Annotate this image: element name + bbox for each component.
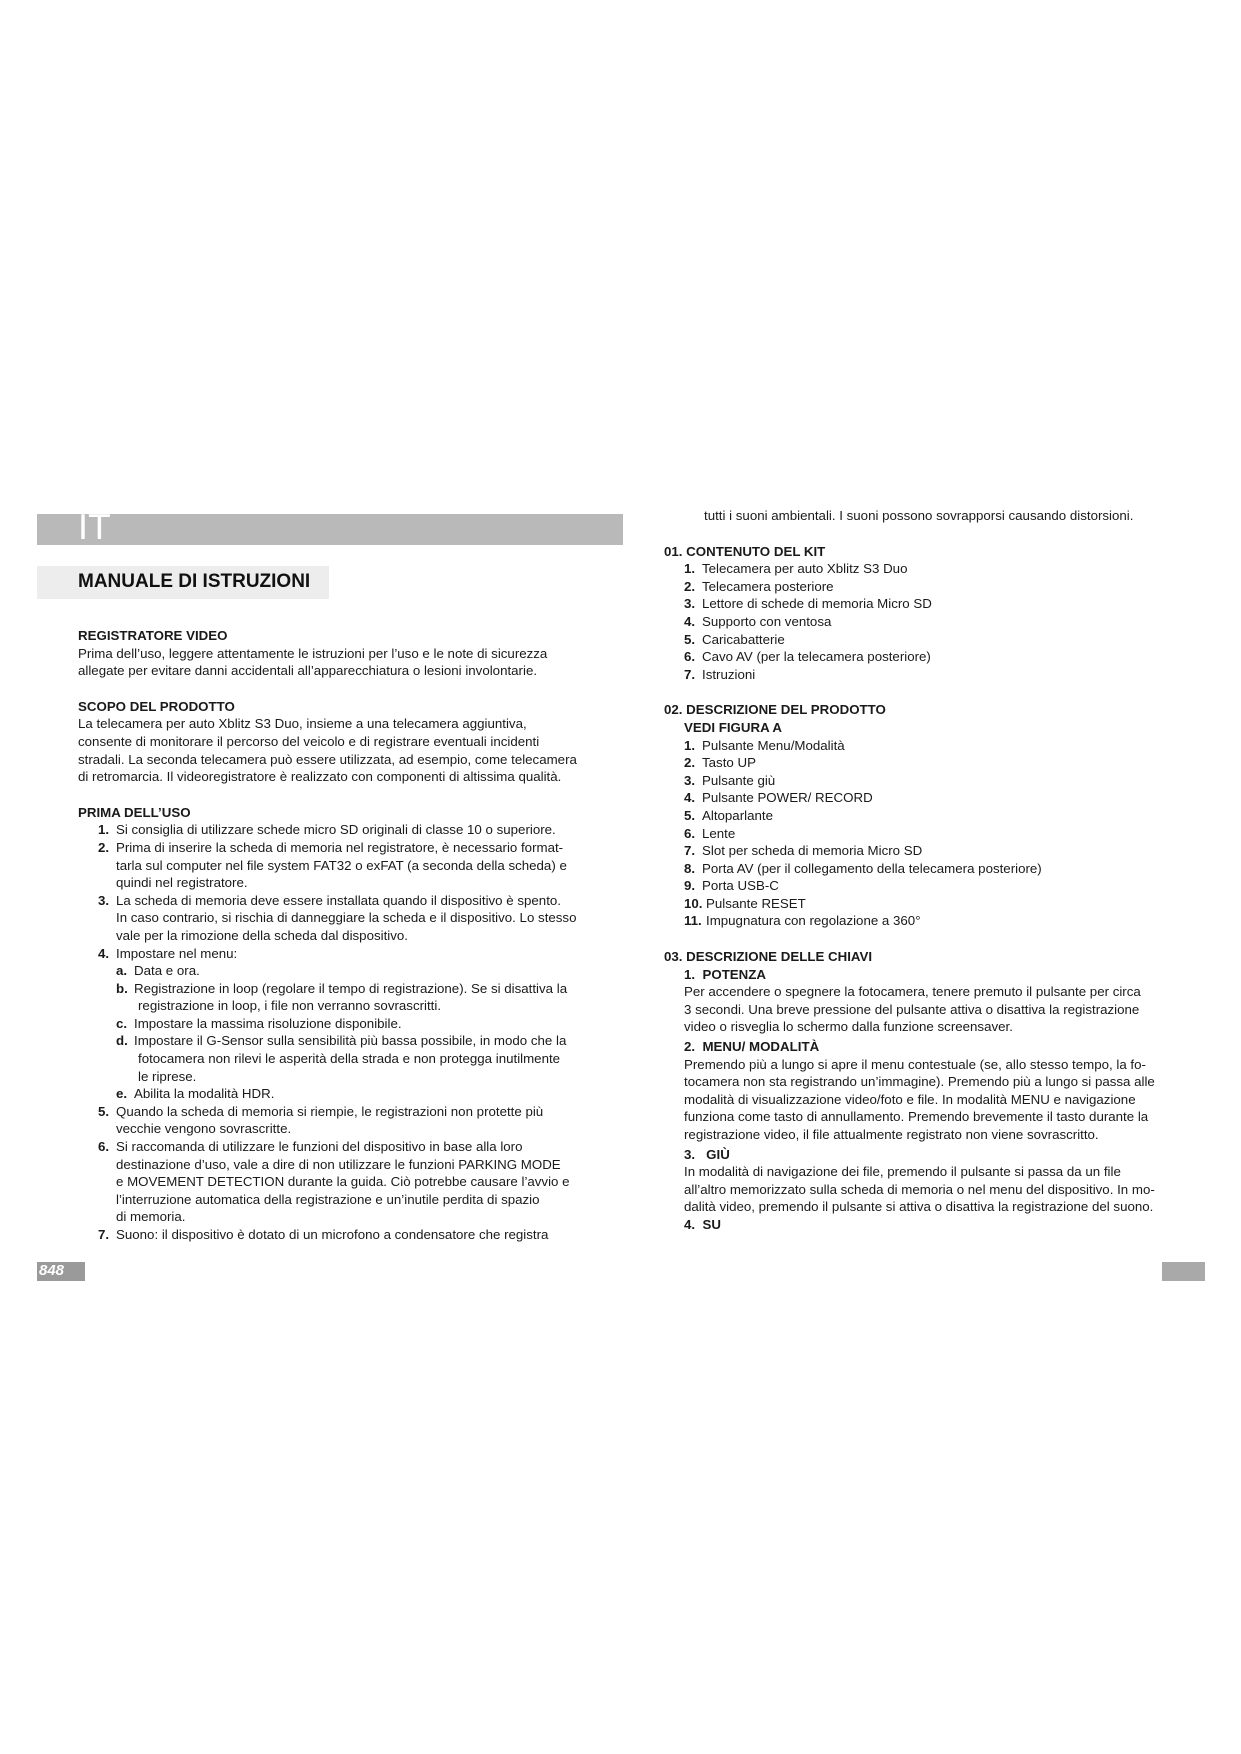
list-item: 6. Cavo AV (per la telecamera posteriore) bbox=[684, 649, 931, 665]
list-item: 2. Tasto UP bbox=[684, 755, 756, 771]
paragraph-line: modalità di visualizzazione video/foto e file. In modalità MENU e navigazione bbox=[684, 1091, 1136, 1107]
list-item-continuation: l’interruzione automatica della registrazione e un’inutile perdita di spazio bbox=[116, 1191, 540, 1207]
sub-list-item: a. Data e ora. bbox=[116, 963, 200, 979]
paragraph-line: funziona come tasto di annullamento. Premendo brevemente il tasto durante la bbox=[684, 1109, 1149, 1125]
sub-list-continuation: fotocamera non rilevi le asperità della strada e non protegga inutilmente bbox=[138, 1051, 561, 1067]
list-item: 5. Altoparlante bbox=[684, 807, 773, 823]
paragraph-line: dalità video, premendo il pulsante si attiva o disattiva la registrazione del suono. bbox=[684, 1199, 1154, 1215]
paragraph-line: tocamera non sta registrando un’immagine). Premendo più a lungo si passa alle bbox=[684, 1074, 1155, 1090]
sub-list bbox=[98, 962, 598, 1103]
list-item-continuation: In caso contrario, si rischia di danneggiare la scheda e il dispositivo. Lo stesso bbox=[116, 910, 577, 926]
section-heading: 02. DESCRIZIONE DEL PRODOTTO bbox=[664, 702, 886, 718]
key-title: 2. MENU/ MODALITÀ bbox=[684, 1039, 820, 1055]
list-item-continuation: di memoria. bbox=[116, 1209, 186, 1225]
list-item: 1. Pulsante Menu/Modalità bbox=[684, 737, 845, 753]
list-item-continuation: destinazione d’uso, vale a dire di non utilizzare le funzioni PARKING MODE bbox=[116, 1156, 561, 1172]
numbered-list bbox=[78, 821, 598, 1243]
paragraph-line: stradali. La seconda telecamera può essere utilizzata, ad esempio, come telecamera bbox=[78, 751, 577, 767]
kit-list bbox=[664, 560, 1184, 683]
key-title: 4. SU bbox=[684, 1216, 721, 1232]
list-item: 5. Quando la scheda di memoria si riempie, le registrazioni non protette più bbox=[98, 1103, 544, 1119]
list-item: 2. Telecamera posteriore bbox=[684, 578, 834, 594]
page-number: 848 bbox=[39, 1262, 65, 1279]
list-item: 4. Pulsante POWER/ RECORD bbox=[684, 790, 873, 806]
paragraph-line: di retromarcia. Il videoregistratore è realizzato con componenti di altissima qualità. bbox=[78, 769, 562, 785]
sub-list-item: e. Abilita la modalità HDR. bbox=[116, 1086, 275, 1102]
list-item: 3. Pulsante giù bbox=[684, 772, 776, 788]
list-item: 10. Pulsante RESET bbox=[684, 895, 806, 911]
paragraph-line: allegate per evitare danni accidentali all’apparecchiatura o lesioni involontarie. bbox=[78, 663, 538, 679]
paragraph-line: Prima dell’uso, leggere attentamente le istruzioni per l’uso e le note di sicurezza bbox=[78, 645, 548, 661]
list-item-continuation: vale per la rimozione della scheda dal dispositivo. bbox=[116, 927, 408, 943]
key-title: 1. POTENZA bbox=[684, 966, 767, 982]
list-item: 1. Telecamera per auto Xblitz S3 Duo bbox=[684, 561, 908, 577]
paragraph-line: consente di monitorare il percorso del veicolo e di registrare eventuali incidenti bbox=[78, 733, 540, 749]
section-heading: REGISTRATORE VIDEO bbox=[78, 628, 228, 643]
list-item: 7. Slot per scheda di memoria Micro SD bbox=[684, 843, 923, 859]
sub-list-item: c. Impostare la massima risoluzione disponibile. bbox=[116, 1015, 402, 1031]
section-heading: SCOPO DEL PRODOTTO bbox=[78, 698, 235, 714]
page-number-tab bbox=[37, 1262, 85, 1281]
right-column bbox=[664, 507, 1184, 1234]
list-item-continuation: vecchie vengono sovrascritte. bbox=[116, 1121, 292, 1137]
list-item-continuation: tarla sul computer nel file system FAT32 o exFAT (a seconda della scheda) e bbox=[116, 857, 567, 873]
sub-list-continuation: le riprese. bbox=[138, 1068, 197, 1084]
sub-list-item: d. Impostare il G-Sensor sulla sensibilità più bassa possibile, in modo che la bbox=[116, 1033, 567, 1049]
section-heading: 03. DESCRIZIONE DELLE CHIAVI bbox=[664, 949, 873, 965]
keys-list bbox=[664, 966, 1184, 1234]
list-item-continuation: quindi nel registratore. bbox=[116, 875, 248, 891]
list-item-continuation: e MOVEMENT DETECTION durante la guida. Ciò potrebbe causare l’avvio e bbox=[116, 1174, 570, 1190]
list-item: 4. Supporto con ventosa bbox=[684, 613, 832, 629]
list-item: 3. Lettore di schede di memoria Micro SD bbox=[684, 596, 932, 612]
list-item: 5. Caricabatterie bbox=[684, 631, 785, 647]
list-item: 11. Impugnatura con regolazione a 360° bbox=[684, 913, 921, 929]
page-title: MANUALE DI ISTRUZIONI bbox=[78, 571, 311, 592]
list-item: 1. Si consiglia di utilizzare schede micro SD originali di classe 10 o superiore. bbox=[98, 822, 556, 838]
list-item: 2. Prima di inserire la scheda di memoria nel registratore, è necessario format- bbox=[98, 839, 564, 855]
list-item: 9. Porta USB-C bbox=[684, 878, 779, 894]
list-item: 7. Suono: il dispositivo è dotato di un microfono a condensatore che registra bbox=[98, 1227, 549, 1242]
paragraph-line: video o risveglia lo schermo dalla funzione screensaver. bbox=[684, 1019, 1013, 1035]
list-item: 4. Impostare nel menu: bbox=[98, 945, 238, 961]
sub-list-item: b. Registrazione in loop (regolare il tempo di registrazione). Se si disattiva la bbox=[116, 980, 568, 996]
list-item: 7. Istruzioni bbox=[684, 666, 756, 682]
paragraph-line: all’altro memorizzato sulla scheda di memoria o nel menu del dispositivo. In mo- bbox=[684, 1181, 1155, 1197]
list-item: 6. Lente bbox=[684, 825, 736, 841]
section-heading: PRIMA DELL’USO bbox=[78, 804, 191, 820]
language-band bbox=[37, 514, 623, 545]
list-item: 6. Si raccomanda di utilizzare le funzioni del dispositivo in base alla loro bbox=[98, 1139, 523, 1155]
paragraph-line: Premendo più a lungo si apre il menu contestuale (se, allo stesso tempo, la fo- bbox=[684, 1056, 1146, 1072]
paragraph-line: Per accendere o spegnere la fotocamera, tenere premuto il pulsante per circa bbox=[684, 984, 1141, 1000]
paragraph-line: registrazione video, il file attualmente registrato non viene sovrascritto. bbox=[684, 1127, 1099, 1142]
product-list bbox=[664, 719, 1184, 930]
section-heading: 01. CONTENUTO DEL KIT bbox=[664, 543, 826, 559]
continued-text: tutti i suoni ambientali. I suoni possono sovrapporsi causando distorsioni. bbox=[704, 508, 1134, 523]
paragraph-line: In modalità di navigazione dei file, premendo il pulsante si passa da un file bbox=[684, 1164, 1121, 1180]
paragraph-line: La telecamera per auto Xblitz S3 Duo, insieme a una telecamera aggiuntiva, bbox=[78, 716, 527, 732]
paragraph-line: 3 secondi. Una breve pressione del pulsante attiva o disattiva la registrazione bbox=[684, 1001, 1140, 1017]
sub-heading: VEDI FIGURA A bbox=[684, 719, 783, 735]
left-column bbox=[78, 627, 598, 1244]
list-item: 3. La scheda di memoria deve essere installata quando il dispositivo è spento. bbox=[98, 892, 561, 908]
sub-list-continuation: registrazione in loop, i file non verranno sovrascritti. bbox=[138, 998, 442, 1014]
list-item: 8. Porta AV (per il collegamento della telecamera posteriore) bbox=[684, 860, 1042, 876]
right-page-tab bbox=[1162, 1262, 1205, 1281]
key-title: 3. GIÙ bbox=[684, 1146, 730, 1162]
language-code: IT bbox=[78, 508, 111, 548]
